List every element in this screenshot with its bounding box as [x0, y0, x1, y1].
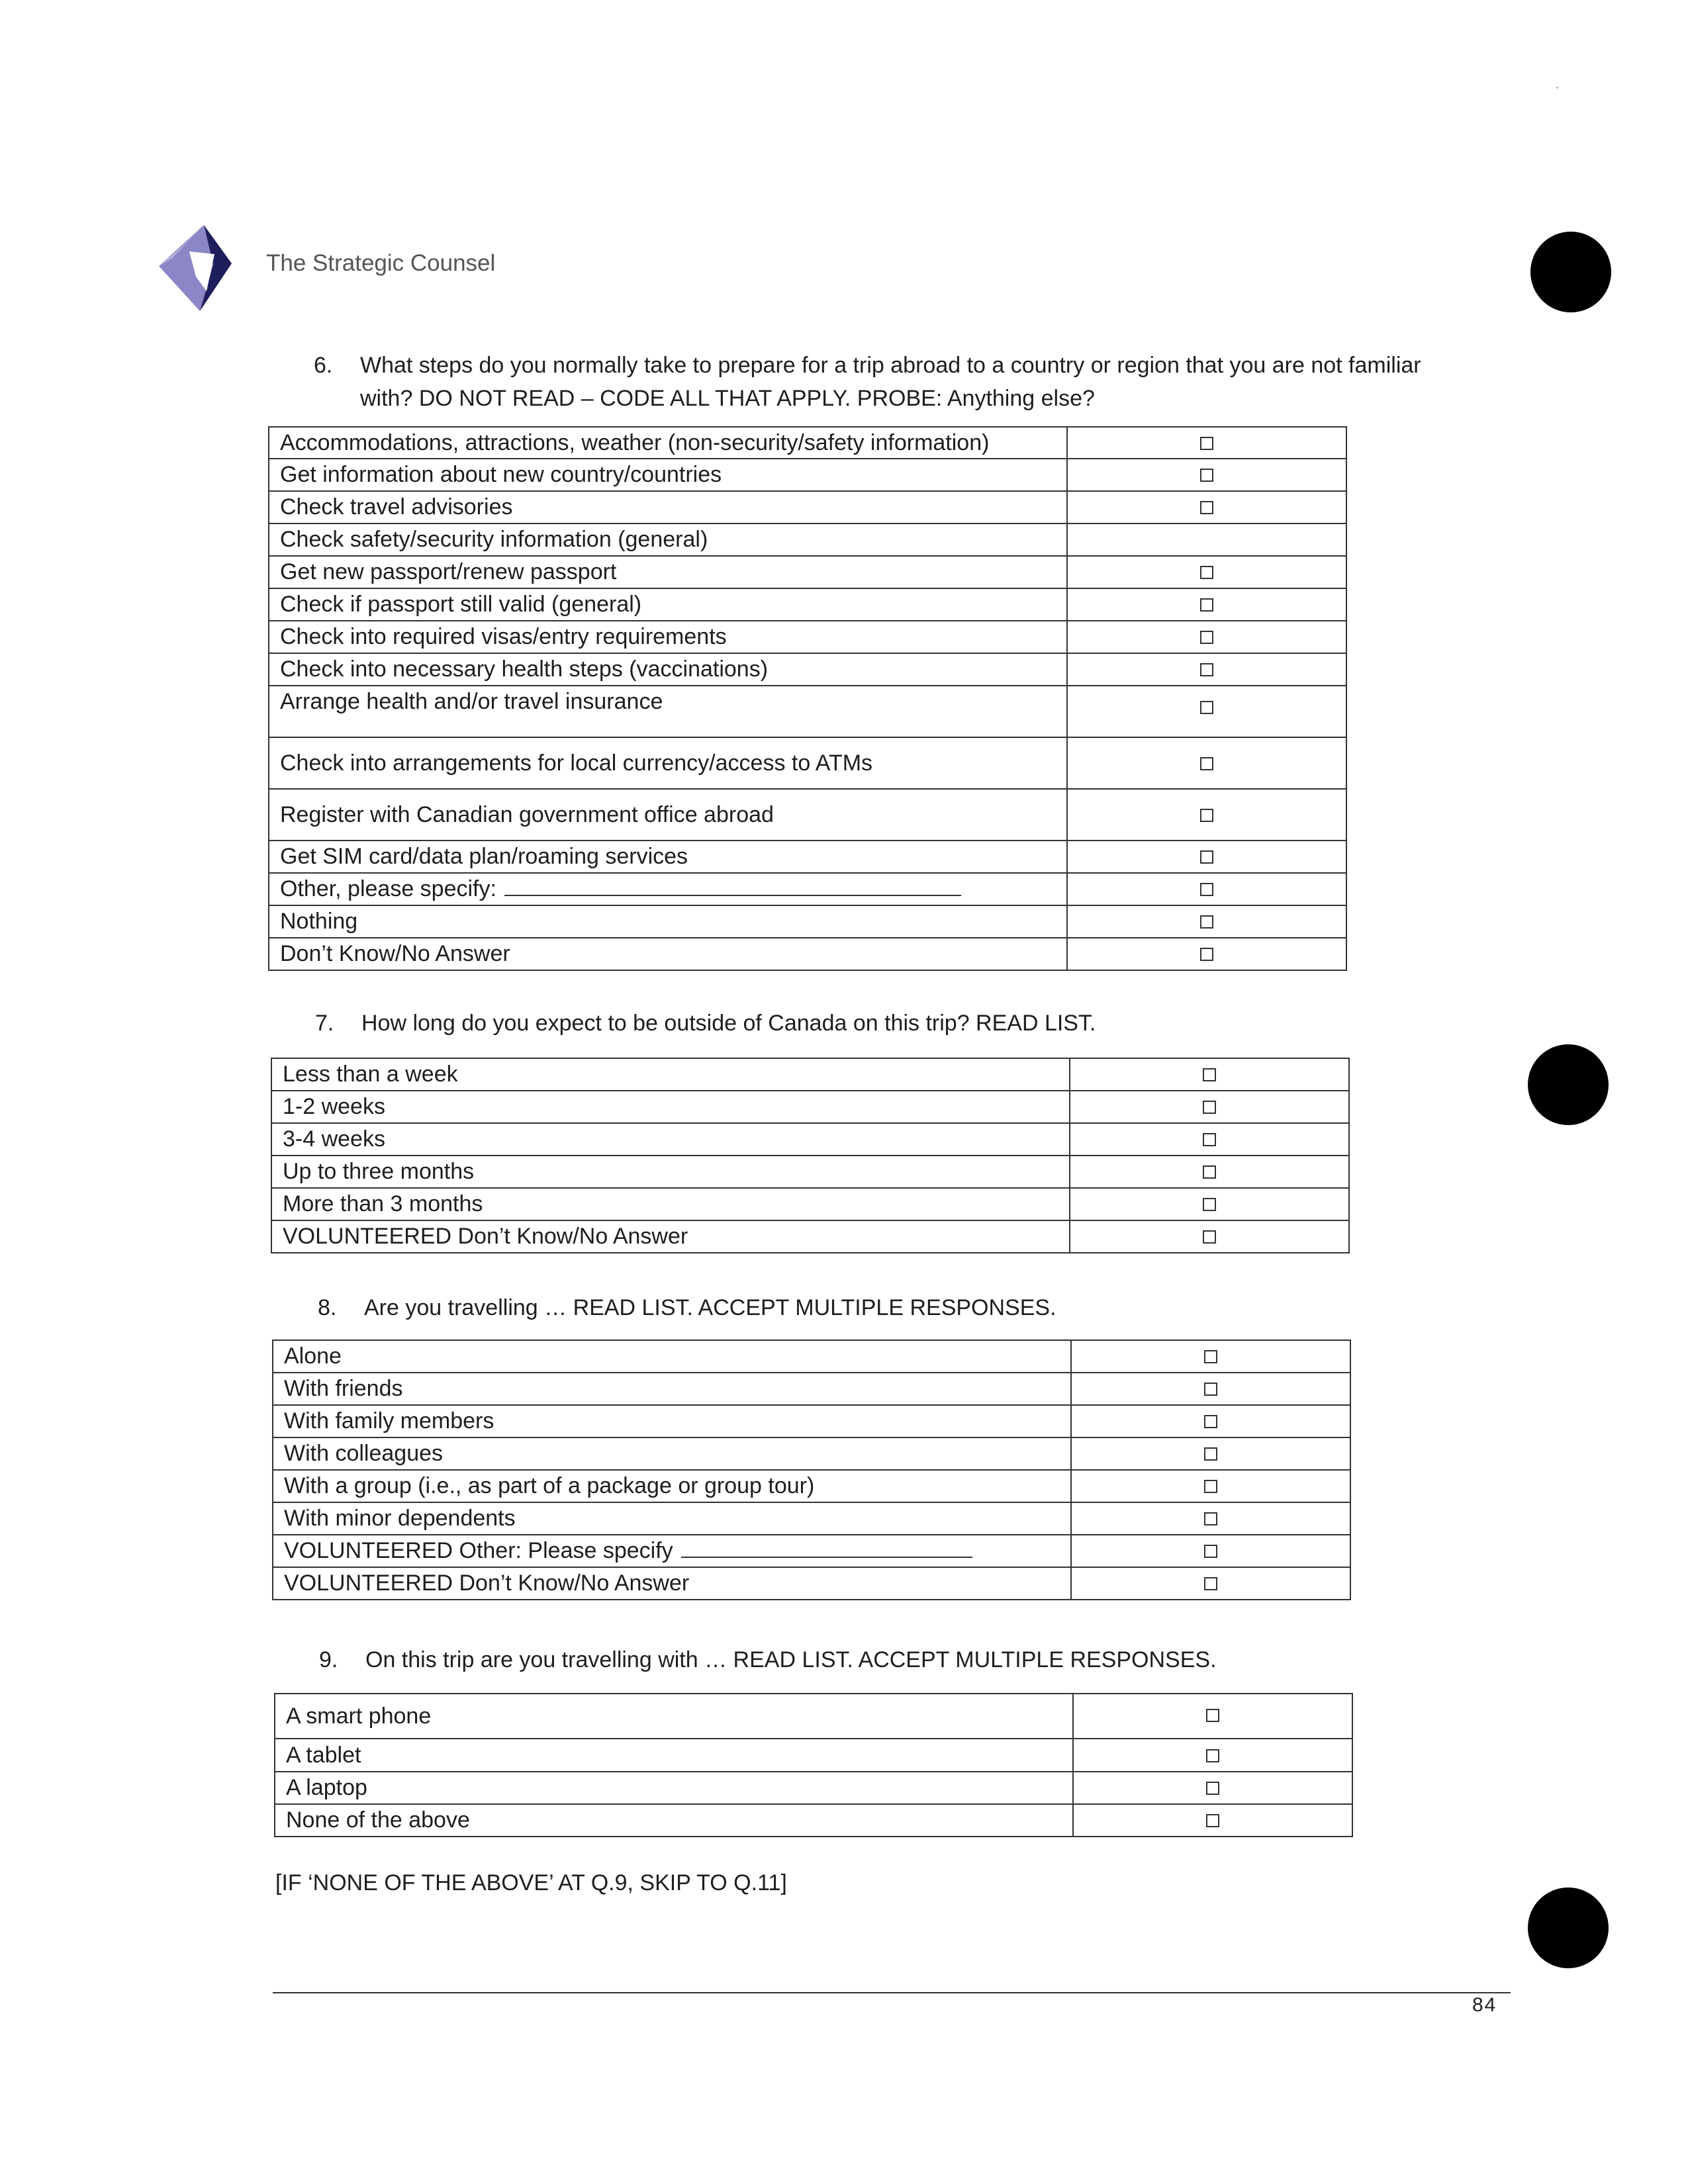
- option-label: With colleagues: [273, 1437, 1071, 1470]
- checkbox[interactable]: [1200, 598, 1213, 612]
- checkbox[interactable]: [1204, 1383, 1217, 1396]
- checkbox[interactable]: [1206, 1782, 1219, 1795]
- option-label: Less than a week: [271, 1058, 1070, 1091]
- option-label: With minor dependents: [273, 1502, 1071, 1535]
- question-number: 9.: [319, 1647, 338, 1672]
- option-label: Nothing: [269, 905, 1067, 938]
- option-label: None of the above: [275, 1804, 1073, 1837]
- option-row: [269, 686, 1346, 737]
- option-label: With friends: [273, 1373, 1071, 1405]
- question-text-line-2: with? DO NOT READ – CODE ALL THAT APPLY. PROBE: Anything else?: [360, 386, 1095, 411]
- checkbox[interactable]: [1200, 663, 1213, 676]
- checkbox[interactable]: [1204, 1512, 1217, 1525]
- question-6-options-table: [268, 426, 1347, 971]
- option-label: Don’t Know/No Answer: [269, 938, 1067, 970]
- checkbox[interactable]: [1200, 850, 1213, 864]
- option-label: VOLUNTEERED Other: Please specify: [284, 1538, 673, 1563]
- option-row: [271, 1123, 1349, 1156]
- option-label: Get information about new country/countries: [269, 459, 1067, 491]
- option-row: [269, 653, 1346, 686]
- checkbox[interactable]: [1203, 1068, 1216, 1081]
- option-row: [273, 1535, 1350, 1567]
- skip-instruction: [IF ‘NONE OF THE ABOVE’ AT Q.9, SKIP TO Q.11]: [275, 1870, 787, 1895]
- binder-hole-middle: [1528, 1044, 1609, 1125]
- option-label: Other, please specify:: [280, 876, 496, 901]
- option-label: 3-4 weeks: [271, 1123, 1070, 1156]
- option-label: Check into arrangements for local currency/access to ATMs: [269, 737, 1067, 789]
- question-number: 7.: [315, 1011, 334, 1036]
- option-row: [269, 873, 1346, 905]
- checkbox[interactable]: [1200, 757, 1213, 770]
- option-other-cell: [269, 873, 1067, 905]
- brand-name: The Strategic Counsel: [266, 250, 496, 276]
- checkbox[interactable]: [1203, 1198, 1216, 1211]
- checkbox[interactable]: [1204, 1545, 1217, 1558]
- option-label: Arrange health and/or travel insurance: [269, 686, 1067, 737]
- option-row: [269, 523, 1346, 556]
- option-label: 1-2 weeks: [271, 1091, 1070, 1123]
- option-row: [269, 491, 1346, 523]
- option-label: Get SIM card/data plan/roaming services: [269, 841, 1067, 873]
- option-row: [269, 841, 1346, 873]
- page-number: 84: [1472, 1994, 1497, 2016]
- option-row: [275, 1739, 1352, 1772]
- option-row: [271, 1220, 1349, 1253]
- specify-blank-line[interactable]: [681, 1539, 972, 1558]
- checkbox[interactable]: [1200, 631, 1213, 644]
- option-row: [273, 1437, 1350, 1470]
- option-row: [273, 1470, 1350, 1502]
- specify-blank-line[interactable]: [504, 878, 961, 896]
- question-text-line-1: What steps do you normally take to prepare for a trip abroad to a country or region that you are not familiar: [360, 353, 1421, 378]
- option-label: VOLUNTEERED Don’t Know/No Answer: [273, 1567, 1071, 1600]
- question-text: How long do you expect to be outside of Canada on this trip? READ LIST.: [361, 1011, 1096, 1036]
- option-other-cell: [273, 1535, 1071, 1567]
- question-6: [314, 348, 1505, 421]
- option-label: Check into required visas/entry requirements: [269, 621, 1067, 653]
- option-label: A smart phone: [275, 1694, 1073, 1739]
- question-8-options-table: [272, 1340, 1351, 1600]
- option-row: [271, 1188, 1349, 1220]
- option-row: [269, 938, 1346, 970]
- question-7-options-table: [271, 1058, 1350, 1253]
- option-row: [271, 1091, 1349, 1123]
- question-text: On this trip are you travelling with … READ LIST. ACCEPT MULTIPLE RESPONSES.: [365, 1647, 1217, 1672]
- option-row: [269, 588, 1346, 621]
- binder-hole-bottom: [1528, 1888, 1609, 1968]
- checkbox[interactable]: [1200, 883, 1213, 896]
- option-label: Check if passport still valid (general): [269, 588, 1067, 621]
- binder-hole-top: [1530, 232, 1611, 312]
- option-label: A tablet: [275, 1739, 1073, 1772]
- checkbox[interactable]: [1204, 1447, 1217, 1461]
- option-row: [275, 1772, 1352, 1804]
- question-7: [315, 1006, 1507, 1043]
- checkbox[interactable]: [1200, 809, 1213, 822]
- question-8: [318, 1291, 1509, 1328]
- option-label: Up to three months: [271, 1156, 1070, 1188]
- option-label: Alone: [273, 1340, 1071, 1373]
- checkbox[interactable]: [1204, 1350, 1217, 1363]
- checkbox[interactable]: [1206, 1749, 1219, 1762]
- question-number: 8.: [318, 1295, 337, 1320]
- question-9-options-table: [274, 1693, 1353, 1837]
- option-row: [269, 556, 1346, 588]
- question-9: [319, 1643, 1511, 1680]
- option-row: [275, 1694, 1352, 1739]
- option-label: VOLUNTEERED Don’t Know/No Answer: [271, 1220, 1070, 1253]
- option-label: Accommodations, attractions, weather (non-security/safety information): [269, 427, 1067, 459]
- question-number: 6.: [314, 353, 333, 378]
- checkbox[interactable]: [1206, 1814, 1219, 1827]
- option-row: [269, 905, 1346, 938]
- checkbox[interactable]: [1206, 1709, 1219, 1722]
- option-label: With family members: [273, 1405, 1071, 1437]
- option-row: [273, 1502, 1350, 1535]
- checkbox[interactable]: [1200, 566, 1213, 579]
- option-row: [273, 1567, 1350, 1600]
- scan-speck: ˇ: [1556, 86, 1560, 97]
- checkbox[interactable]: [1203, 1101, 1216, 1114]
- option-row: [273, 1373, 1350, 1405]
- option-label: Get new passport/renew passport: [269, 556, 1067, 588]
- option-row: [275, 1804, 1352, 1837]
- option-row: [273, 1340, 1350, 1373]
- checkbox[interactable]: [1200, 469, 1213, 482]
- checkbox[interactable]: [1204, 1415, 1217, 1428]
- option-row: [273, 1405, 1350, 1437]
- checkbox[interactable]: [1200, 501, 1213, 514]
- strategic-counsel-logo: [159, 225, 238, 311]
- footer-rule: [273, 1992, 1511, 1993]
- option-row: [269, 737, 1346, 789]
- question-text: Are you travelling … READ LIST. ACCEPT MULTIPLE RESPONSES.: [364, 1295, 1056, 1320]
- option-label: A laptop: [275, 1772, 1073, 1804]
- checkbox[interactable]: [1200, 701, 1213, 714]
- checkbox[interactable]: [1200, 437, 1213, 450]
- option-row: [271, 1058, 1349, 1091]
- option-label: Register with Canadian government office abroad: [269, 789, 1067, 841]
- option-row: [269, 459, 1346, 491]
- option-row: [269, 621, 1346, 653]
- checkbox[interactable]: [1203, 1230, 1216, 1244]
- option-label: More than 3 months: [271, 1188, 1070, 1220]
- checkbox[interactable]: [1200, 948, 1213, 961]
- option-row: [269, 427, 1346, 459]
- checkbox[interactable]: [1203, 1165, 1216, 1179]
- option-row: [271, 1156, 1349, 1188]
- checkbox[interactable]: [1204, 1480, 1217, 1493]
- option-label: Check safety/security information (general): [269, 523, 1067, 556]
- checkbox[interactable]: [1200, 915, 1213, 929]
- option-label: Check into necessary health steps (vaccinations): [269, 653, 1067, 686]
- option-label: Check travel advisories: [269, 491, 1067, 523]
- option-row: [269, 789, 1346, 841]
- checkbox[interactable]: [1204, 1577, 1217, 1590]
- option-label: With a group (i.e., as part of a package or group tour): [273, 1470, 1071, 1502]
- checkbox[interactable]: [1203, 1133, 1216, 1146]
